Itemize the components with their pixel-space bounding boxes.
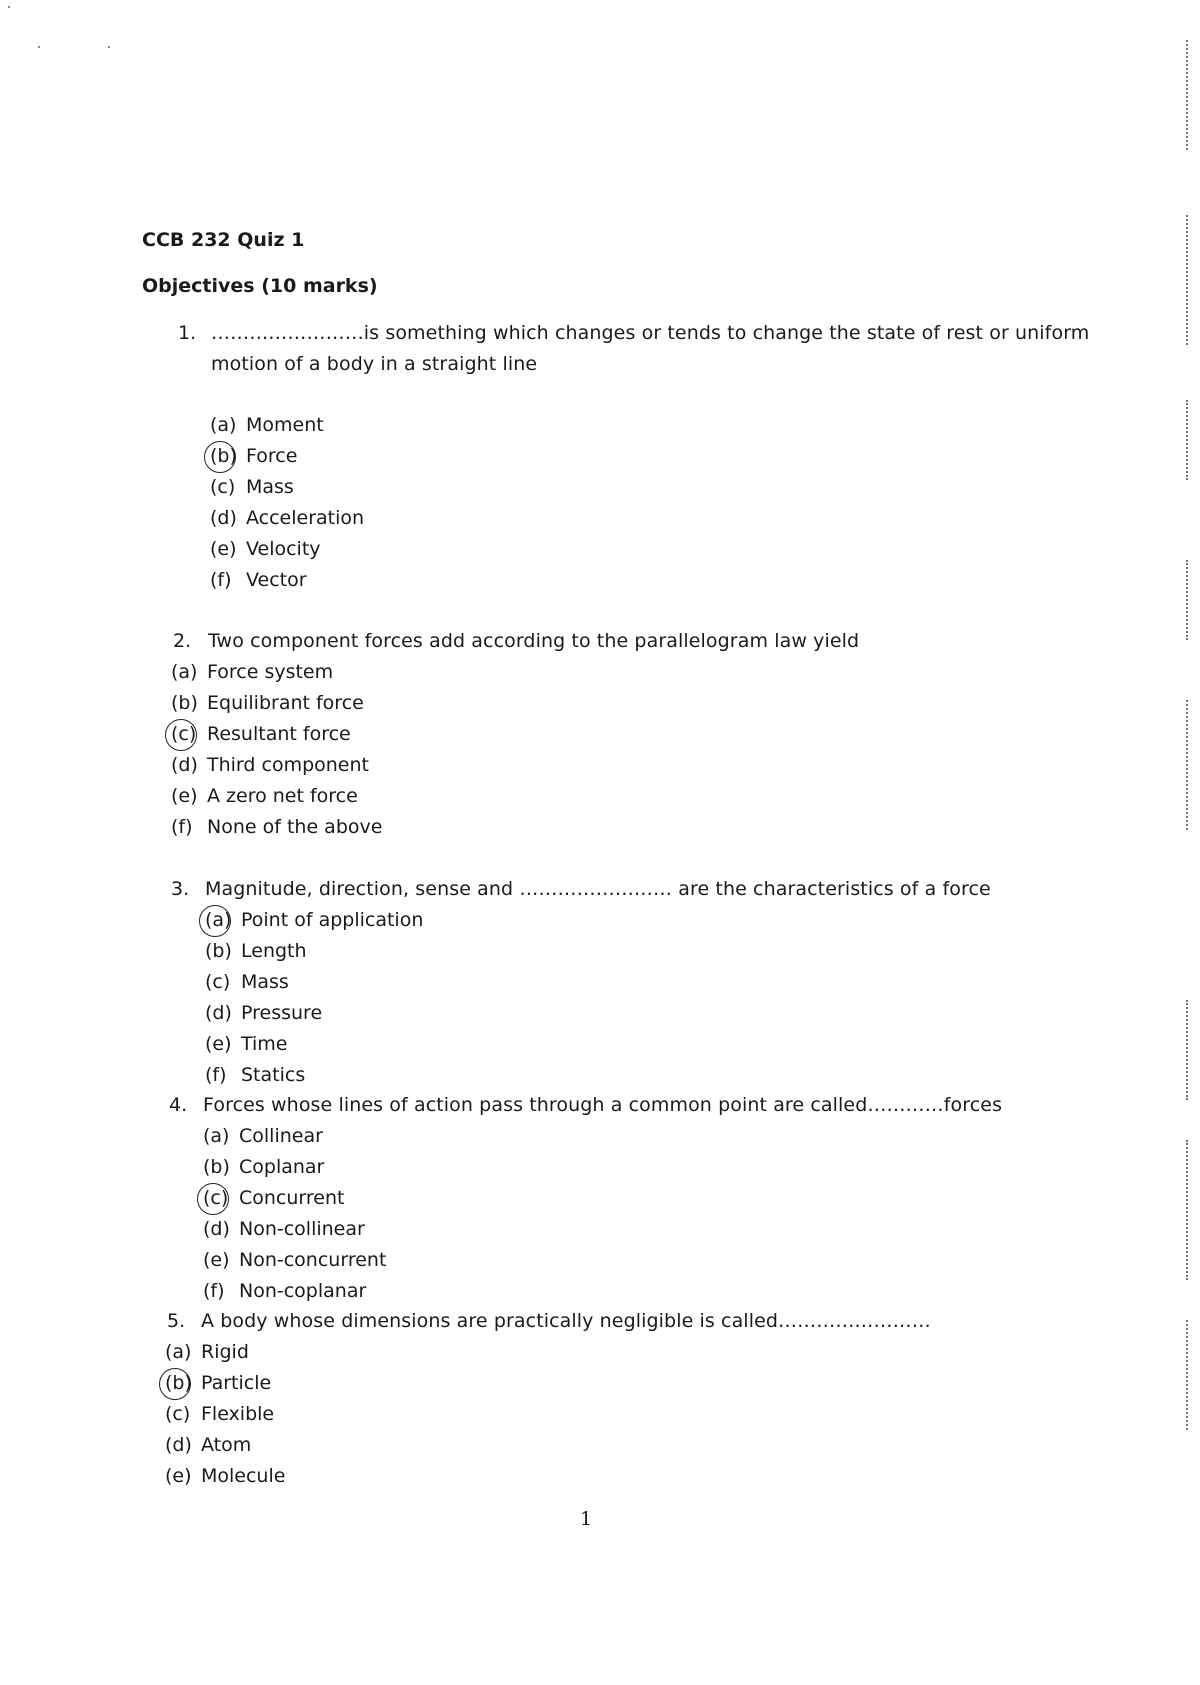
scan-edge-mark [1186,560,1190,640]
option-text: Particle [201,1372,272,1394]
option-text: Non-concurrent [239,1249,387,1271]
option-label: (f) [171,816,193,838]
option-text: Statics [241,1064,306,1086]
option-label-circled: (b) [210,445,246,467]
question-number: 1. [178,322,197,344]
option-selected [210,445,297,467]
option-label: (d) [210,507,237,529]
option-selected [165,1372,271,1394]
option-text: Coplanar [239,1156,325,1178]
option-text: Point of application [241,909,424,931]
option-text: Force [246,445,298,467]
option [203,1156,324,1178]
option-text: Velocity [246,538,321,560]
option [171,816,382,838]
option-text: Flexible [201,1403,275,1425]
question-text: ……………………is something which changes or tends to change the state of rest or uniform [211,322,1090,344]
option-text: Collinear [239,1125,323,1147]
option [210,507,364,529]
option-text: Mass [241,971,289,993]
option-label: (a) [171,661,198,683]
option [165,1465,285,1487]
option [210,414,324,436]
option [203,1218,365,1240]
option-text: Atom [201,1434,252,1456]
option-label: (b) [171,692,198,714]
scan-speck [8,6,10,8]
option [171,692,364,714]
option-label: (d) [171,754,198,776]
option-selected [205,909,423,931]
option-text: Rigid [201,1341,249,1363]
option-text: Mass [246,476,294,498]
option-text: Force system [207,661,334,683]
option-label: (a) [210,414,237,436]
question-text: A body whose dimensions are practically negligible is called…………………… [201,1310,931,1332]
option-label: (e) [205,1033,232,1055]
option-text: None of the above [207,816,383,838]
option-label: (a) [203,1125,230,1147]
scan-edge-mark [1186,700,1190,830]
option-text: Concurrent [239,1187,345,1209]
option-label: (d) [165,1434,192,1456]
option [165,1403,274,1425]
option-label: (e) [203,1249,230,1271]
question-number: 5. [167,1310,186,1332]
option [171,661,333,683]
scan-edge-mark [1186,1140,1190,1280]
quiz-title: CCB 232 Quiz 1 [142,229,305,251]
scan-edge-mark [1186,1320,1190,1430]
option-text: Equilibrant force [207,692,364,714]
scan-speck [108,46,110,48]
page-number: 1 [580,1508,593,1530]
option-label: (e) [165,1465,192,1487]
option-text: Acceleration [246,507,365,529]
option [205,1064,305,1086]
section-heading: Objectives (10 marks) [142,275,378,297]
option-text: Non-collinear [239,1218,365,1240]
option [165,1434,251,1456]
question-text: Magnitude, direction, sense and …………………… are the characteristics of a force [205,878,991,900]
scan-edge-mark [1186,40,1190,150]
option-label: (c) [205,971,231,993]
option-label: (b) [205,940,232,962]
option [203,1249,386,1271]
option [171,785,358,807]
option [210,538,321,560]
question-text: motion of a body in a straight line [211,353,538,375]
option-text: Resultant force [207,723,351,745]
option-label: (c) [210,476,236,498]
option-text: Pressure [241,1002,323,1024]
option-label: (d) [205,1002,232,1024]
option [205,971,289,993]
option [210,569,307,591]
option [210,476,294,498]
option-label-circled: (c) [203,1187,239,1209]
option-text: Third component [207,754,369,776]
scan-speck [38,46,40,48]
option-label: (c) [165,1403,191,1425]
option-label-circled: (c) [171,723,207,745]
question-text: Forces whose lines of action pass through a common point are called…………forces [203,1094,1003,1116]
option-selected [171,723,351,745]
option-label: (e) [210,538,237,560]
option-text: Length [241,940,307,962]
option [171,754,369,776]
option-label: (d) [203,1218,230,1240]
option-text: Non-coplanar [239,1280,367,1302]
question-number: 4. [169,1094,188,1116]
option-text: Vector [246,569,307,591]
option-label-circled: (a) [205,909,241,931]
option-selected [203,1187,344,1209]
option [203,1125,323,1147]
option [205,1002,322,1024]
question-number: 2. [173,630,192,652]
option-text: Time [241,1033,288,1055]
option-label: (e) [171,785,198,807]
scan-edge-mark [1186,215,1190,345]
question-text: Two component forces add according to the parallelogram law yield [208,630,860,652]
option-label: (f) [203,1280,225,1302]
option [165,1341,249,1363]
question-number: 3. [171,878,190,900]
option [205,940,307,962]
option-label-circled: (b) [165,1372,201,1394]
option-label: (b) [203,1156,230,1178]
option-text: Moment [246,414,324,436]
scan-edge-mark [1186,400,1190,480]
option-text: Molecule [201,1465,286,1487]
option-label: (f) [205,1064,227,1086]
option-label: (f) [210,569,232,591]
option-text: A zero net force [207,785,358,807]
option-label: (a) [165,1341,192,1363]
option [203,1280,366,1302]
scan-edge-mark [1186,1000,1190,1100]
option [205,1033,288,1055]
